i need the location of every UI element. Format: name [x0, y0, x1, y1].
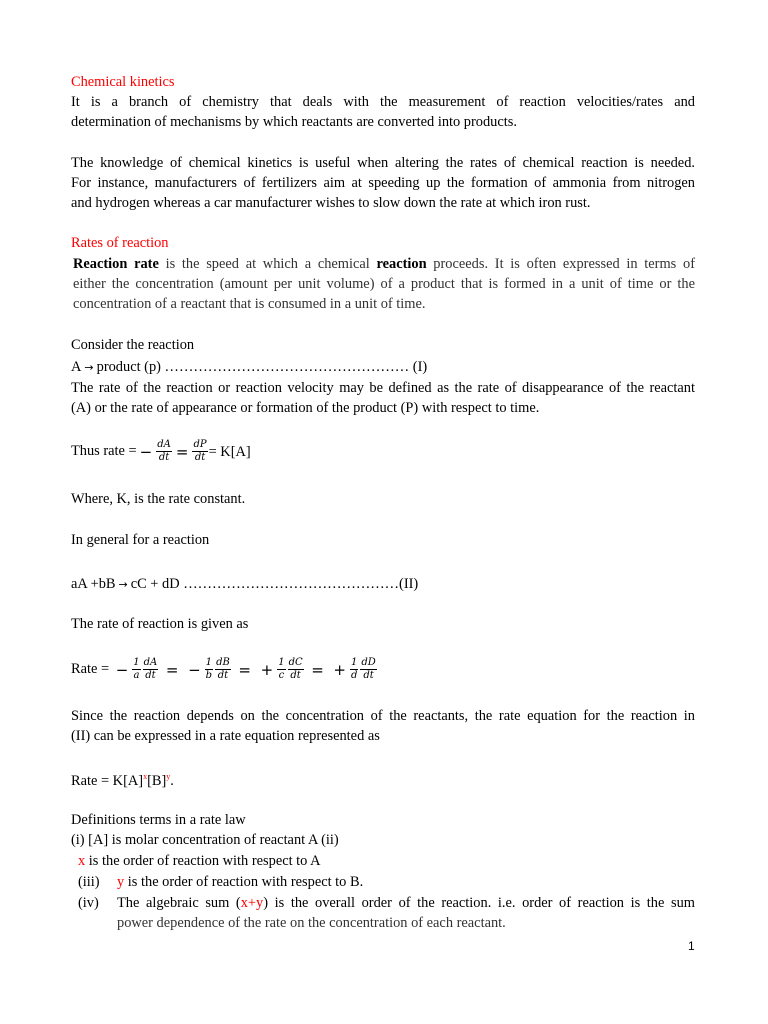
- since-line-1: Since the reaction depends on the concentration of the reactants, the rate equation for the reaction in: [71, 708, 695, 724]
- exponent-y: y: [166, 772, 171, 781]
- reaction-1: [71, 357, 695, 378]
- reaction-arrow-icon: →: [118, 578, 128, 591]
- term-reaction: reaction: [376, 256, 427, 272]
- thus-rate-equation: Thus rate = − $\frac{dA}{dt}$ = $\frac{dP}{dt}$ = K[A]: [71, 436, 695, 468]
- fraction-1-c: $\frac{1}{c}$: [278, 657, 285, 682]
- reaction-2: [71, 574, 695, 595]
- definition-text-b: proceeds. It is often expressed in terms of: [426, 256, 695, 272]
- definition-item-i: (i) [A] is molar concentration of reactant A (ii): [71, 832, 339, 848]
- heading-rates-of-reaction: Rates of reaction: [71, 235, 169, 251]
- rate-definition-line-2: (A) or the rate of appearance or formation of the product (P) with respect to time.: [71, 400, 540, 416]
- definition-text-a: is the speed at which a chemical: [158, 256, 377, 272]
- where-k-text: Where, K, is the rate constant.: [71, 491, 246, 507]
- usefulness-line-3: and hydrogen whereas a car manufacturer wishes to slow down the rate at which iron rust.: [71, 195, 591, 211]
- thus-rate-label: Thus rate =: [71, 443, 137, 459]
- minus-sign: −: [115, 660, 129, 679]
- since-line-2: (II) can be expressed in a rate equation represented as: [71, 728, 380, 744]
- fraction-dC-dt: $\frac{dC}{dt}$: [288, 657, 303, 682]
- in-general-text: In general for a reaction: [71, 532, 210, 548]
- fraction-dA-dt: $\frac{dA}{dt}$: [157, 439, 171, 464]
- reaction-1-right: product (p) …………………………………………… (I): [96, 359, 428, 375]
- definition-item-iv-line-2: power dependence of the rate on the concentration of each reactant.: [117, 915, 506, 931]
- fraction-dD-dt: $\frac{dD}{dt}$: [361, 657, 376, 682]
- intro-line-2: determination of mechanisms by which reactants are converted into products.: [71, 114, 517, 130]
- reaction-1-left: A: [71, 359, 82, 375]
- definition-line-1: [73, 254, 695, 274]
- plus-sign: +: [333, 660, 346, 679]
- definition-line-2: either the concentration (amount per unit volume) of a product that is formed in a unit of time or the: [73, 276, 695, 292]
- heading-chemical-kinetics: Chemical kinetics: [71, 74, 175, 90]
- rate-definition-line-1: The rate of the reaction or reaction velocity may be defined as the rate of disappearance of the reactant: [71, 380, 695, 396]
- intro-line-1: It is a branch of chemistry that deals with the measurement of reaction velocities/rates and: [71, 94, 695, 110]
- rate-constant-term: = K[A]: [208, 443, 251, 460]
- reaction-arrow-icon: →: [84, 361, 94, 374]
- definitions-heading: Definitions terms in a rate law: [71, 812, 246, 828]
- definition-item-iii: (iii) y is the order of reaction with respect to B.: [78, 874, 364, 890]
- fraction-1-d: $\frac{1}{d}$: [351, 657, 358, 682]
- rate-law-equation: Rate = $K[A]^x[B]^y$.: [71, 772, 174, 789]
- usefulness-line-1: The knowledge of chemical kinetics is useful when altering the rates of chemical reaction is needed.: [71, 155, 695, 171]
- minus-sign: −: [188, 660, 201, 679]
- rate-given-text: The rate of reaction is given as: [71, 616, 249, 632]
- definition-item-iv: (iv) The algebraic sum (x+y) is the overall order of the reaction. i.e. order of reaction is the sum: [78, 895, 695, 911]
- fraction-dA-dt: $\frac{dA}{dt}$: [143, 657, 158, 682]
- definition-item-x: x is the order of reaction with respect to A: [78, 853, 321, 869]
- reaction-2-left: aA +bB: [71, 576, 116, 592]
- fraction-dB-dt: $\frac{dB}{dt}$: [216, 657, 230, 682]
- term-reaction-rate: Reaction rate: [73, 256, 159, 272]
- plus-sign: +: [260, 660, 274, 679]
- fraction-dP-dt: $\frac{dP}{dt}$: [193, 439, 207, 464]
- general-rate-label: Rate =: [71, 661, 110, 677]
- definition-line-3: concentration of a reactant that is consumed in a unit of time.: [73, 296, 426, 312]
- usefulness-line-2: For instance, manufacturers of fertilizers aim at speeding up the formation of ammonia from nitrogen: [71, 175, 695, 191]
- page-number: 1: [688, 939, 695, 953]
- fraction-1-a: $\frac{1}{a}$: [133, 657, 140, 682]
- reaction-2-right: cC + dD ………………………………………(II): [130, 576, 419, 592]
- minus-sign: −: [139, 442, 153, 461]
- fraction-1-b: $\frac{1}{b}$: [205, 657, 213, 682]
- exponent-x: x: [143, 772, 148, 781]
- general-rate-equation: Rate = − $\frac{1}{a}$ $\frac{dA}{dt}$ = − $\frac{1}{b}$ $\frac{dB}{dt}$ = + $\frac{1}{c}$ $\frac{dC}{dt}$ = + $\frac{1}{d}$ $\frac{dD}{dt}$: [71, 657, 376, 682]
- consider-reaction: Consider the reaction: [71, 337, 195, 353]
